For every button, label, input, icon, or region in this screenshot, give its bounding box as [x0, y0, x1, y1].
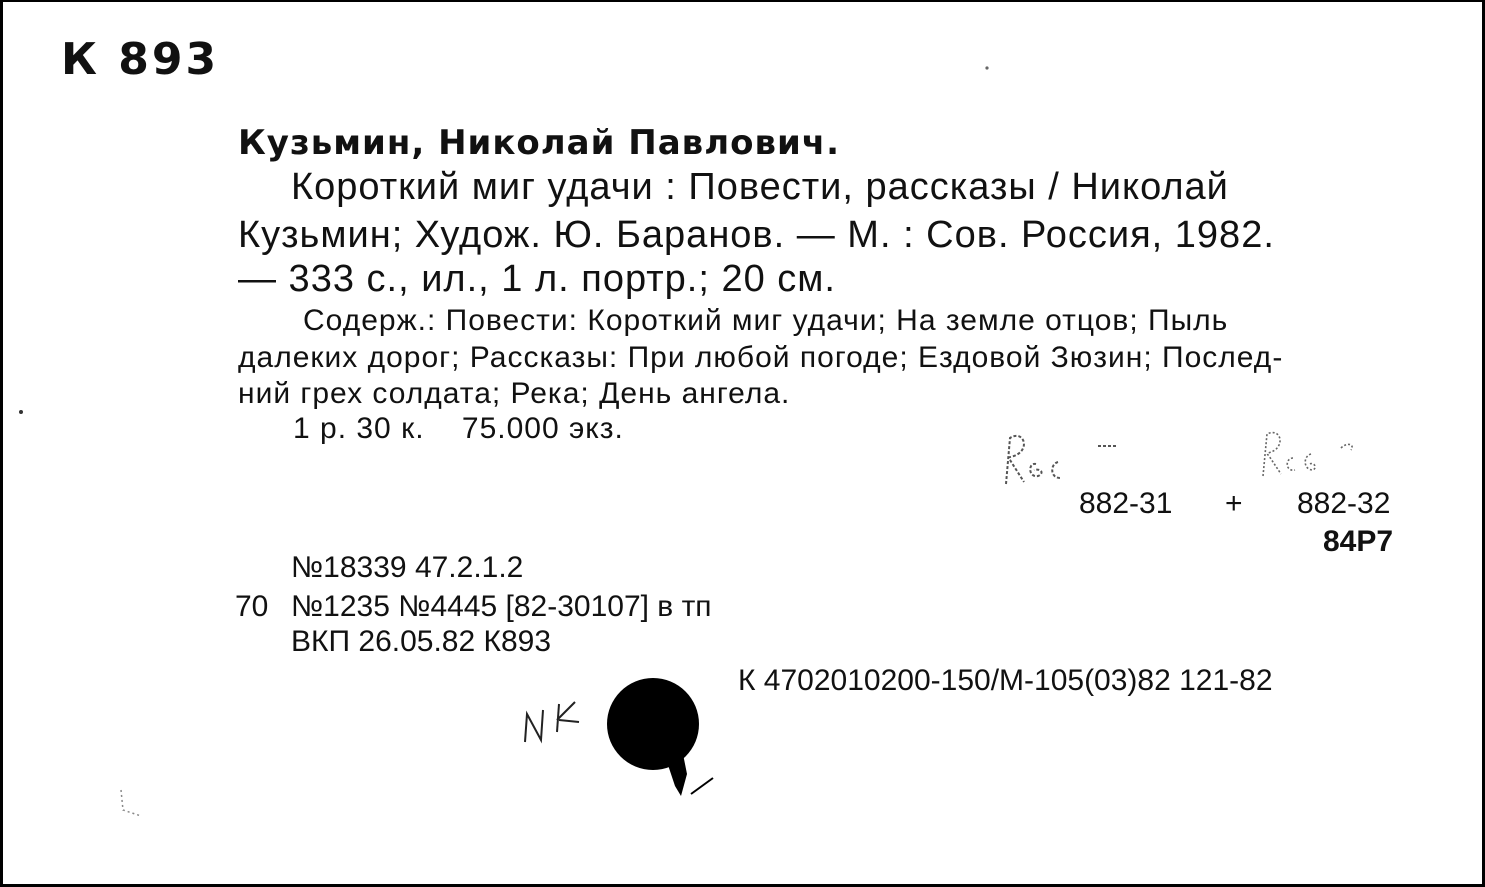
tech-line-2-prefix: 70: [235, 590, 269, 623]
handwritten-initials: [519, 692, 589, 748]
price-circulation: 1 р. 30 к. 75.000 экз.: [293, 412, 624, 445]
stray-edge-mark: [13, 402, 33, 422]
contents-line-3: ний грех солдата; Река; День ангела.: [238, 377, 791, 410]
code-line: К 4702010200-150/М-105(03)82 121-82: [738, 664, 1273, 697]
author-heading: Кузьмин, Николай Павлович.: [238, 123, 841, 163]
call-number: К 893: [61, 34, 220, 85]
stray-pencil-mark: [103, 782, 153, 832]
contents-line-2: далеких дорог; Рассказы: При любой погоде; Ездовой Зюзин; Послед-: [238, 341, 1284, 374]
description-line-3: — 333 с., ил., 1 л. портр.; 20 см.: [238, 258, 836, 300]
tech-line-3: ВКП 26.05.82 К893: [291, 625, 552, 658]
library-stamp-mark: [603, 670, 733, 810]
handwritten-mark-right: [1251, 424, 1371, 484]
stray-dot-mark: [963, 42, 1003, 82]
contents-line-1: Содерж.: Повести: Короткий миг удачи; На земле отцов; Пыль: [303, 304, 1229, 337]
description-line-2: Кузьмин; Худож. Ю. Баранов. — М. : Сов. Россия, 1982.: [238, 214, 1275, 256]
tech-line-2: №1235 №4445 [82-30107] в тп: [291, 590, 712, 623]
classification-right: 882-32: [1297, 487, 1391, 520]
handwritten-mark-left: [988, 424, 1128, 494]
classification-second: 84Р7: [1323, 525, 1394, 558]
description-line-1: Короткий миг удачи : Повести, рассказы / Николай: [291, 166, 1229, 208]
classification-left: 882-31: [1079, 487, 1173, 520]
tech-line-1: №18339 47.2.1.2: [291, 551, 524, 584]
classification-plus: +: [1225, 487, 1243, 520]
